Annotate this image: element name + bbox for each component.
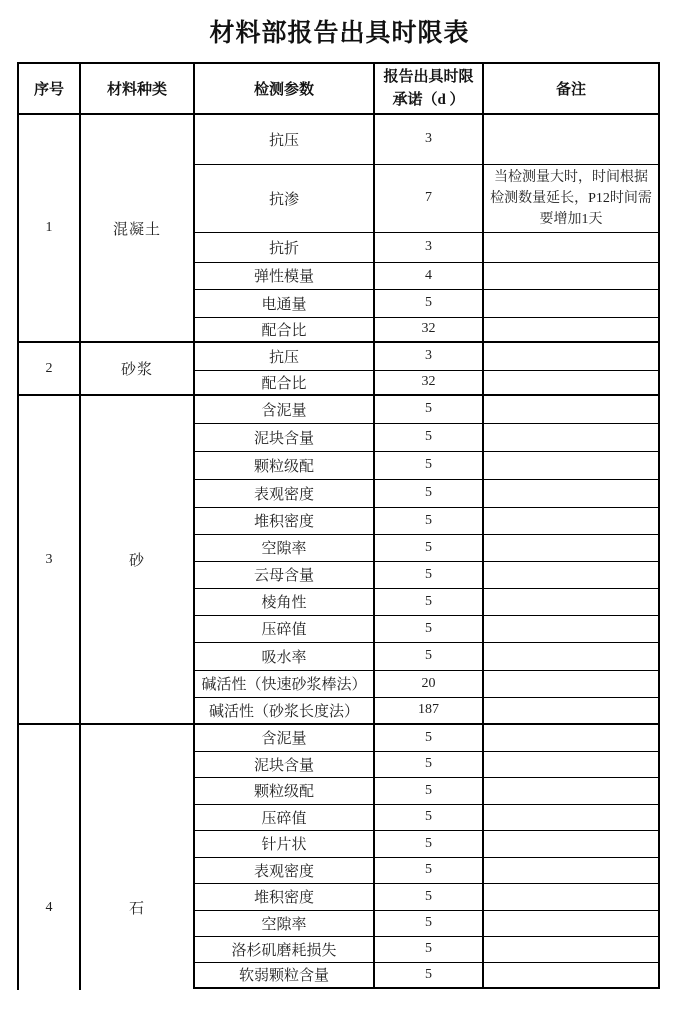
days-cell: 3: [374, 114, 483, 164]
header-row: [18, 63, 659, 114]
days-cell: 3: [374, 342, 483, 370]
days-cell: 5: [374, 588, 483, 615]
parameter-cell: 针片状: [194, 830, 374, 857]
parameter-cell: 泥块含量: [194, 423, 374, 451]
parameter-cell: 抗压: [194, 114, 374, 164]
parameter-cell: 表观密度: [194, 479, 374, 507]
remark-cell: [483, 883, 659, 910]
remark-cell: [483, 342, 659, 370]
remark-cell: [483, 670, 659, 697]
remark-cell: [483, 804, 659, 830]
parameter-cell: 棱角性: [194, 588, 374, 615]
col-header-deadline-line2: 承诺（d ）: [392, 91, 465, 108]
remark-cell: [483, 615, 659, 642]
parameter-cell: 颗粒级配: [194, 777, 374, 804]
table-row: [18, 395, 659, 423]
parameter-cell: 颗粒级配: [194, 451, 374, 479]
days-cell: 5: [374, 883, 483, 910]
remark-cell: [483, 370, 659, 395]
days-cell: 5: [374, 724, 483, 751]
remark-cell: [483, 910, 659, 936]
days-cell: 5: [374, 804, 483, 830]
days-cell: 20: [374, 670, 483, 697]
parameter-cell: 堆积密度: [194, 883, 374, 910]
parameter-cell: 压碎值: [194, 615, 374, 642]
remark-cell: [483, 507, 659, 534]
days-cell: 5: [374, 830, 483, 857]
remark-cell: [483, 830, 659, 857]
parameter-cell: 压碎值: [194, 804, 374, 830]
remark-cell: [483, 936, 659, 962]
group-index-cell: 1: [18, 114, 80, 342]
days-cell: 5: [374, 777, 483, 804]
table-row: [18, 342, 659, 370]
days-cell: 5: [374, 534, 483, 561]
remark-cell: [483, 317, 659, 342]
material-cell: 砂: [80, 395, 194, 724]
days-cell: 5: [374, 857, 483, 883]
parameter-cell: 碱活性（快速砂浆棒法）: [194, 670, 374, 697]
parameter-cell: 空隙率: [194, 534, 374, 561]
remark-cell: [483, 534, 659, 561]
parameter-cell: 电通量: [194, 289, 374, 317]
remark-cell: [483, 395, 659, 423]
days-cell: 5: [374, 507, 483, 534]
page-title: 材料部报告出具时限表: [209, 20, 470, 47]
col-header-index: 序号: [18, 63, 80, 114]
parameter-cell: 抗折: [194, 232, 374, 262]
material-cell: 砂浆: [80, 342, 194, 395]
remark-cell: [483, 751, 659, 777]
days-cell: 5: [374, 479, 483, 507]
table-continuation-stub-left: [17, 981, 19, 990]
days-cell: 5: [374, 615, 483, 642]
parameter-cell: 抗渗: [194, 164, 374, 232]
days-cell: 5: [374, 289, 483, 317]
table-continuation-stub-index: [79, 981, 81, 990]
col-header-remark: 备注: [483, 63, 659, 114]
remark-cell: [483, 724, 659, 751]
remark-cell: [483, 262, 659, 289]
days-cell: 5: [374, 451, 483, 479]
remark-cell: [483, 561, 659, 588]
parameter-cell: 含泥量: [194, 395, 374, 423]
days-cell: 5: [374, 751, 483, 777]
parameter-cell: 配合比: [194, 317, 374, 342]
days-cell: 5: [374, 936, 483, 962]
days-cell: 5: [374, 423, 483, 451]
parameter-cell: 抗压: [194, 342, 374, 370]
col-header-deadline-line1: 报告出具时限: [383, 69, 474, 85]
table-row: [18, 724, 659, 751]
remark-cell: [483, 451, 659, 479]
days-cell: 5: [374, 642, 483, 670]
remark-cell: [483, 697, 659, 724]
parameter-cell: 表观密度: [194, 857, 374, 883]
remark-cell: [483, 962, 659, 988]
group-index-cell: 4: [18, 724, 80, 988]
parameter-cell: 配合比: [194, 370, 374, 395]
remark-cell: [483, 232, 659, 262]
days-cell: 32: [374, 370, 483, 395]
days-cell: 5: [374, 910, 483, 936]
parameter-cell: 软弱颗粒含量: [194, 962, 374, 988]
group-index-cell: 2: [18, 342, 80, 395]
remark-cell: [483, 479, 659, 507]
days-cell: 4: [374, 262, 483, 289]
table-body: [18, 114, 659, 988]
col-header-deadline: [374, 63, 483, 114]
parameter-cell: 泥块含量: [194, 751, 374, 777]
group-index-cell: 3: [18, 395, 80, 724]
remark-cell: [483, 289, 659, 317]
remark-cell: [483, 642, 659, 670]
parameter-cell: 碱活性（砂浆长度法）: [194, 697, 374, 724]
remark-cell: [483, 777, 659, 804]
parameter-cell: 堆积密度: [194, 507, 374, 534]
parameter-cell: 吸水率: [194, 642, 374, 670]
days-cell: 5: [374, 395, 483, 423]
remark-cell: [483, 588, 659, 615]
parameter-cell: 洛杉矶磨耗损失: [194, 936, 374, 962]
days-cell: 5: [374, 962, 483, 988]
remark-cell: [483, 857, 659, 883]
parameter-cell: 空隙率: [194, 910, 374, 936]
parameter-cell: 云母含量: [194, 561, 374, 588]
remark-cell: 当检测量大时，时间根据检测数量延长，P12时间需要增加1天: [483, 164, 659, 232]
table-row: [18, 114, 659, 164]
days-cell: 32: [374, 317, 483, 342]
remark-cell: [483, 114, 659, 164]
material-cell: 石: [80, 724, 194, 988]
col-header-parameter: 检测参数: [194, 63, 374, 114]
days-cell: 5: [374, 561, 483, 588]
parameter-cell: 弹性模量: [194, 262, 374, 289]
days-cell: 3: [374, 232, 483, 262]
report-deadline-table: [17, 62, 660, 989]
days-cell: 7: [374, 164, 483, 232]
remark-cell: [483, 423, 659, 451]
table-header: [18, 63, 659, 114]
days-cell: 187: [374, 697, 483, 724]
parameter-cell: 含泥量: [194, 724, 374, 751]
material-cell: 混凝土: [80, 114, 194, 342]
col-header-material: 材料种类: [80, 63, 194, 114]
